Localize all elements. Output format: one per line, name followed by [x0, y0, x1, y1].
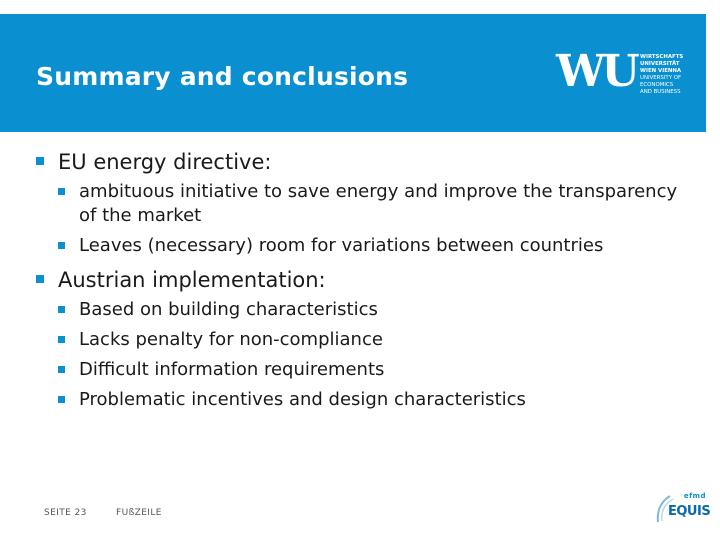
equis-label: EQUIS — [668, 504, 711, 519]
efmd-label: efmd — [683, 492, 706, 500]
logo-line: AND BUSINESS — [640, 89, 681, 95]
list-item — [58, 180, 696, 228]
square-bullet-icon — [58, 188, 65, 195]
list-item-text: Based on building characteristics — [79, 299, 378, 320]
section-heading — [36, 266, 696, 294]
square-bullet-icon — [58, 336, 65, 343]
section-heading — [36, 148, 696, 176]
slide-content — [36, 148, 696, 420]
list-item-text: Difficult information requirements — [79, 359, 385, 380]
slide-title: Summary and conclusions — [36, 62, 409, 91]
wu-logo — [556, 46, 686, 120]
list-item — [58, 298, 696, 322]
logo-line: UNIVERSITY OF — [640, 75, 682, 81]
equis-logo — [654, 492, 711, 526]
page-number: SEITE 23 — [44, 508, 87, 518]
list-item — [58, 388, 696, 412]
list-item — [58, 358, 696, 382]
square-bullet-icon — [58, 306, 65, 313]
list-item-text: Leaves (necessary) room for variations between countries — [79, 235, 604, 256]
square-bullet-icon — [58, 396, 65, 403]
section-heading-text: Austrian implementation: — [58, 268, 326, 292]
section-items — [58, 180, 696, 258]
section-heading-text: EU energy directive: — [58, 150, 272, 174]
square-bullet-icon — [58, 242, 65, 249]
wu-logo-text — [640, 54, 683, 96]
list-item-text: ambituous initiative to save energy and improve the transparency of the market — [79, 181, 678, 226]
wu-logo-mark: WU — [556, 46, 636, 97]
list-item-text: Problematic incentives and design characteristics — [79, 389, 526, 410]
square-bullet-icon — [36, 157, 44, 165]
list-item — [58, 328, 696, 352]
section-items — [58, 298, 696, 412]
logo-line: WIEN VIENNA — [640, 68, 682, 74]
list-item — [58, 234, 696, 258]
logo-line: WIRTSCHAFTS — [640, 54, 684, 60]
logo-line: ECONOMICS — [640, 82, 674, 88]
square-bullet-icon — [36, 275, 44, 283]
square-bullet-icon — [58, 366, 65, 373]
footer-text: FUßZEILE — [116, 508, 162, 518]
list-item-text: Lacks penalty for non-compliance — [79, 329, 383, 350]
slide-header — [0, 14, 706, 132]
logo-line: UNIVERSITÄT — [640, 61, 680, 67]
